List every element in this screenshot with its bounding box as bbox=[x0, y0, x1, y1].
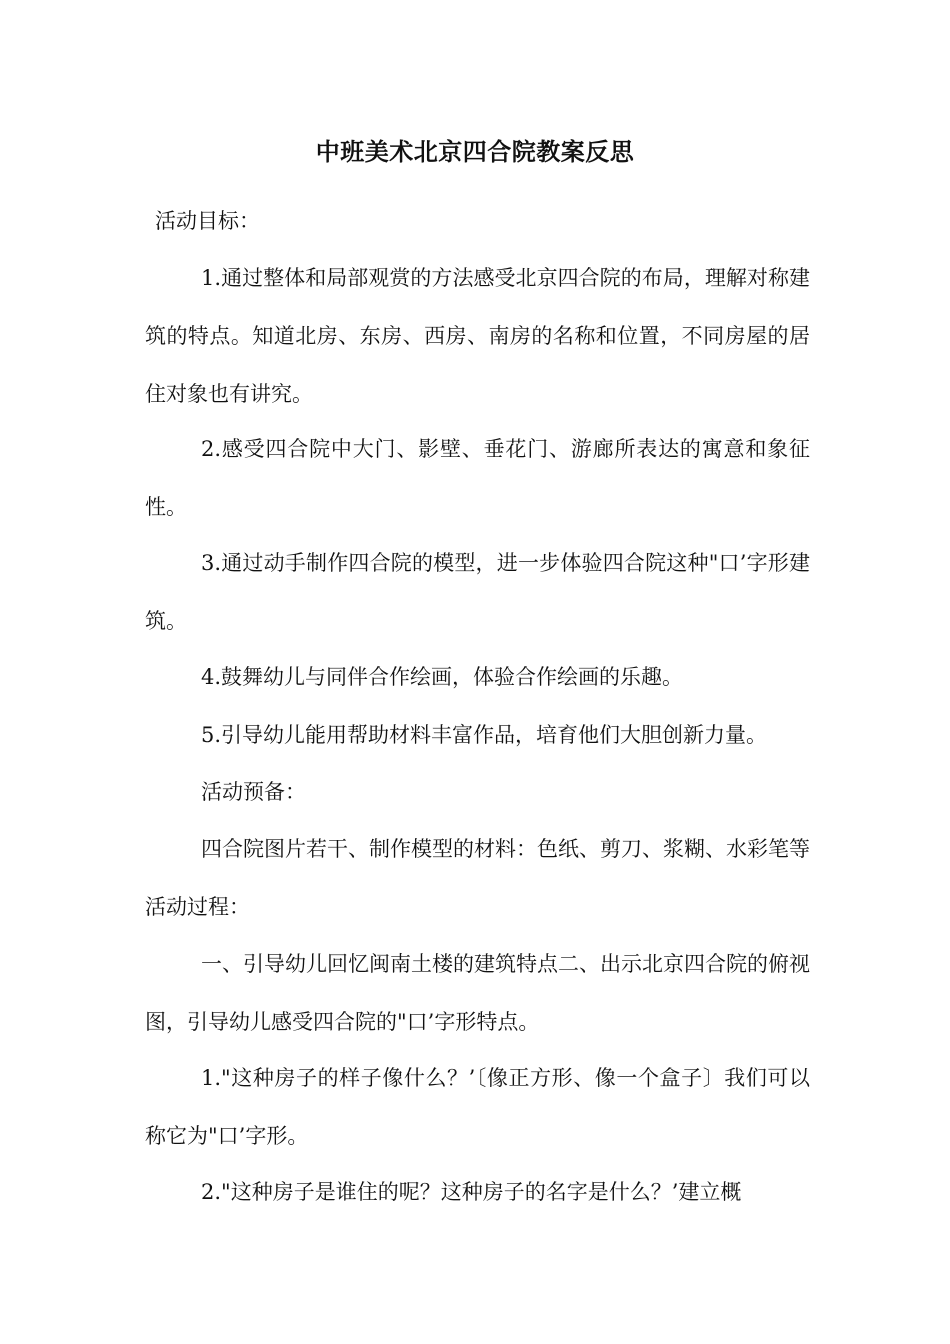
paragraph-objective-1: 1.通过整体和局部观赏的方法感受北京四合院的布局，理解对称建筑的特点。知道北房、东房、西房、南房的名称和位置，不同房屋的居住对象也有讲究。 bbox=[145, 266, 810, 406]
section-heading-preparation: 活动预备： bbox=[201, 780, 306, 804]
paragraph-objective-4: 4.鼓舞幼儿与同伴合作绘画，体验合作绘画的乐趣。 bbox=[201, 665, 684, 689]
section-heading-objectives: 活动目标： bbox=[155, 209, 260, 233]
paragraph-objective-5: 5.引导幼儿能用帮助材料丰富作品，培育他们大胆创新力量。 bbox=[201, 723, 768, 747]
paragraph-process-step-1: 一、引导幼儿回忆闽南土楼的建筑特点二、出示北京四合院的俯视图，引导幼儿感受四合院的"口’字形特点。 bbox=[145, 952, 810, 1034]
document-title: 中班美术北京四合院教案反思 bbox=[315, 137, 635, 166]
paragraph-question-1: 1."这种房子的样子像什么？’〔像正方形、像一个盒子〕我们可以称它为"口’字形。 bbox=[145, 1066, 810, 1148]
paragraph-objective-2: 2.感受四合院中大门、影壁、垂花门、游廊所表达的寓意和象征性。 bbox=[145, 437, 810, 519]
paragraph-materials: 四合院图片若干、制作模型的材料：色纸、剪刀、浆糊、水彩笔等活动过程： bbox=[145, 837, 810, 919]
paragraph-objective-3: 3.通过动手制作四合院的模型，进一步体验四合院这种"口’字形建筑。 bbox=[145, 551, 810, 633]
paragraph-question-2: 2."这种房子是谁住的呢？这种房子的名字是什么？’建立概 bbox=[201, 1180, 742, 1204]
